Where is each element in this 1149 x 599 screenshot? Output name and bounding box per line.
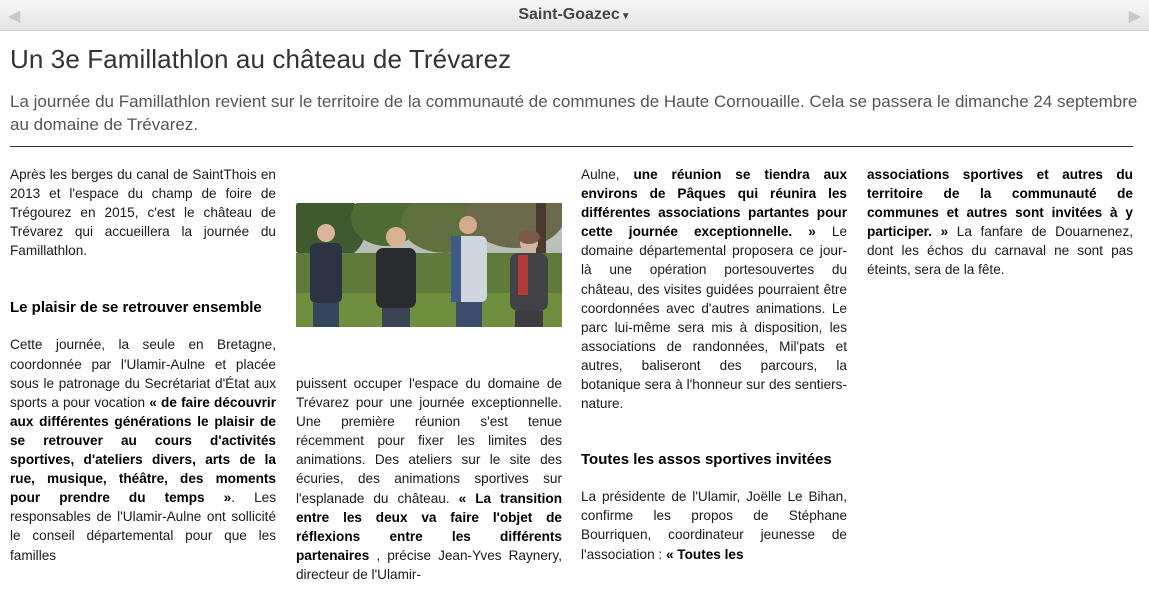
subheading-assos: Toutes les assos sportives invitées — [581, 451, 832, 469]
quote-text: « de faire découvrir aux différentes générations le plaisir de se retrouver au cours d'activités sportives, d'ateliers divers, arts de la rue, musique, théâtre, des moments pour prendre du temps » — [10, 394, 277, 506]
body-paragraph: puissent occuper l'espace du domaine de Trévarez pour une journée exceptionnelle. Une première réunion s'est tenue récemment pour fixer les limites des animations. Des ateliers sur le site des écuries, des animations sportives sur l'esplanade du château. « La transition entre les deux va faire l'objet de réflexions entre les différents partenaires , précise Jean-Yves Raynery, directeur de l'Ulamir- — [296, 376, 563, 582]
section-header-bar — [0, 0, 1149, 31]
article-title: Un 3e Famillathlon au château de Trévarez — [10, 44, 512, 74]
intro-paragraph: Après les berges du canal de SaintThois en 2013 et l'espace du champ de foire de Trégourez en 2015, c'est le château de Trévarez qui accueillera la journée du Famillathlon. — [10, 167, 276, 259]
article-lede: La journée du Famillathlon revient sur le territoire de la communauté de communes de Haute Cornouaille. Cela se passera le dimanche 24 septembre au domaine de Trévarez. — [10, 92, 1138, 134]
title-divider — [10, 146, 1133, 147]
next-page-icon[interactable]: ▶ — [1128, 8, 1141, 25]
previous-page-icon[interactable]: ◀ — [8, 8, 21, 25]
body-paragraph: La présidente de l'Ulamir, Joëlle Le Bihan, confirme les propos de Stéphane Bourriquen, coordinateur jeunesse de l'association : « Toutes les — [581, 489, 847, 562]
chevron-down-icon: ▼ — [620, 11, 631, 22]
article-column-2 — [296, 374, 562, 584]
body-paragraph: Aulne, une réunion se tiendra aux environs de Pâques qui réunira les différentes associations partantes pour cette journée exceptionnelle. » Le domaine départemental proposera ce jour-là une opération portesouvertes du château, des visites guidées pourraient être coordonnées avec d'autres animations. Le parc lui-même sera mis à disposition, les associations de randonnées, Mil'pats et autres, baliseront des parcours, la botanique sera à l'honneur sur des sentiers-nature. — [581, 167, 848, 412]
body-paragraph: associations sportives et autres du territoire de la communauté de communes et autres sont invitées à y participer. » La fanfare de Douarnenez, dont les échos du carnaval ne sont pas éteints, sera de la fête. — [867, 167, 1134, 278]
body-paragraph: Cette journée, la seule en Bretagne, coordonnée par l'Ulamir-Aulne et placée sous le patronage du Secrétariat d'État aux sports a pour vocation « de faire découvrir aux différentes générations le plaisir de se retrouver au cours d'activités sportives, d'ateliers divers, arts de la rue, musique, théâtre, des moments pour prendre du temps ». Les responsables de l'Ulamir-Aulne ont sollicité le conseil départemental pour que les familles — [10, 337, 277, 563]
photo-four-people-park — [296, 203, 562, 327]
subheading-plaisir: Le plaisir de se retrouver ensemble — [10, 299, 262, 317]
article-photo — [296, 203, 562, 327]
article-column-1 — [10, 165, 276, 565]
quote-text: associations sportives et autres du territoire de la communauté de communes et autres sont invitées à y participer. » — [867, 167, 1133, 240]
section-selector[interactable] — [0, 6, 1149, 24]
quote-text: « Toutes les — [665, 546, 744, 562]
section-name: Saint-Goazec — [518, 6, 620, 23]
quote-text: « La transition entre les deux va faire l'objet de réflexions entre les différents partenaires — [296, 490, 563, 563]
quote-text: une réunion se tiendra aux environs de Pâques qui réunira les différentes associations partantes pour cette journée exceptionnelle. » — [581, 167, 848, 240]
article-column-4 — [867, 165, 1133, 280]
article-column-3 — [581, 165, 847, 564]
